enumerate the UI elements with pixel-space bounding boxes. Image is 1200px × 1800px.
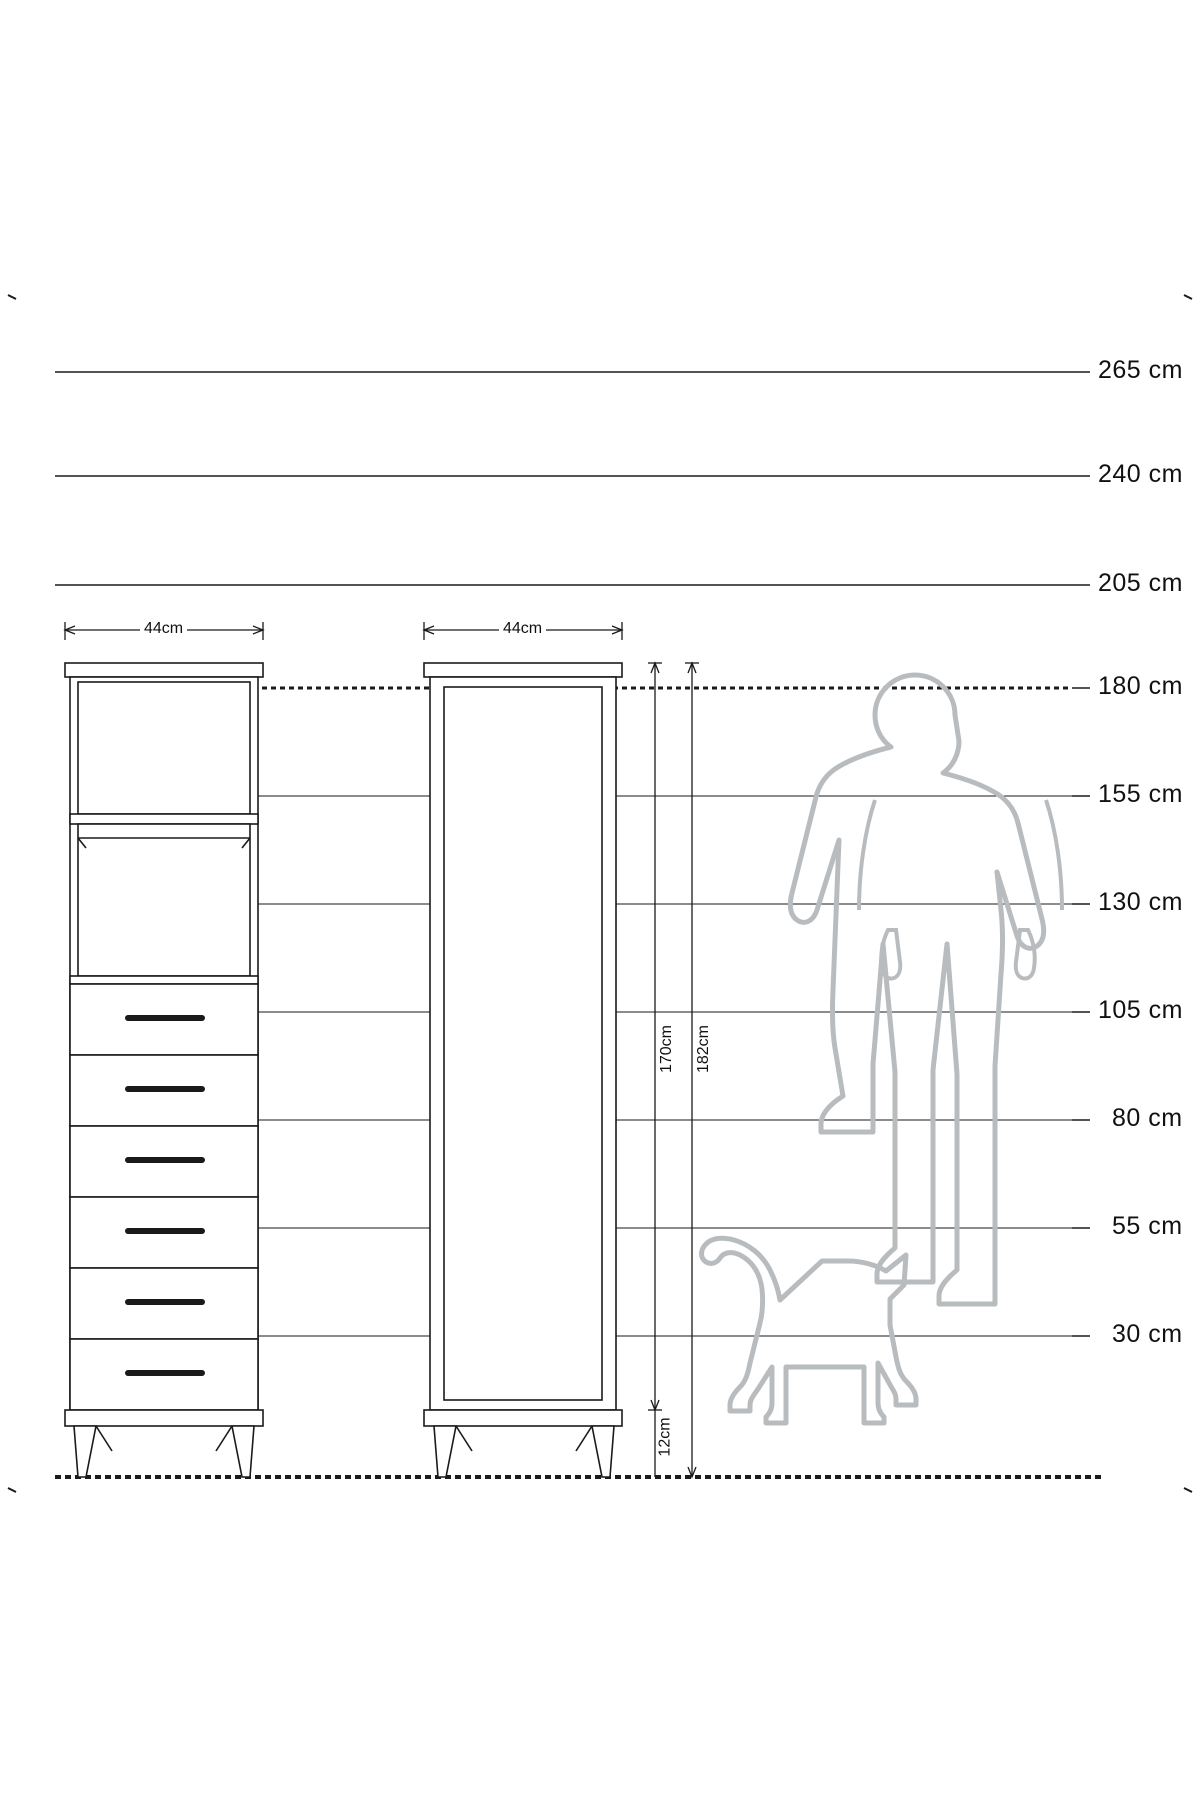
scale-label-55: 55 cm — [1112, 1212, 1183, 1240]
scale-label-240: 240 cm — [1098, 460, 1183, 488]
cabinet-legs-left — [74, 1426, 254, 1477]
scale-label-130: 130 cm — [1098, 888, 1183, 916]
scale-label-265: 265 cm — [1098, 356, 1183, 384]
scale-label-155: 155 cm — [1098, 780, 1183, 808]
scale-label-105: 105 cm — [1098, 996, 1183, 1024]
height-dim-170: 170cm — [658, 1022, 676, 1076]
width-dim-left: 44cm — [140, 620, 187, 638]
cabinet-tall-door — [424, 663, 622, 1477]
human-arm-details — [859, 800, 1062, 979]
cabinet-drawers — [65, 663, 263, 1477]
scale-ticks — [1072, 688, 1090, 1336]
scale-label-80: 80 cm — [1112, 1104, 1183, 1132]
scale-label-205: 205 cm — [1098, 569, 1183, 597]
width-dim-right: 44cm — [499, 620, 546, 638]
height-dim-12: 12cm — [657, 1414, 675, 1459]
human-silhouette — [790, 675, 1043, 1304]
cat-silhouette — [702, 1238, 917, 1423]
scale-label-30: 30 cm — [1112, 1320, 1183, 1348]
scale-label-180: 180 cm — [1098, 672, 1183, 700]
ceiling-lines — [55, 372, 1090, 585]
cabinet-legs-right — [434, 1426, 614, 1477]
tall-door — [444, 687, 602, 1400]
height-dim-182: 182cm — [695, 1022, 713, 1076]
